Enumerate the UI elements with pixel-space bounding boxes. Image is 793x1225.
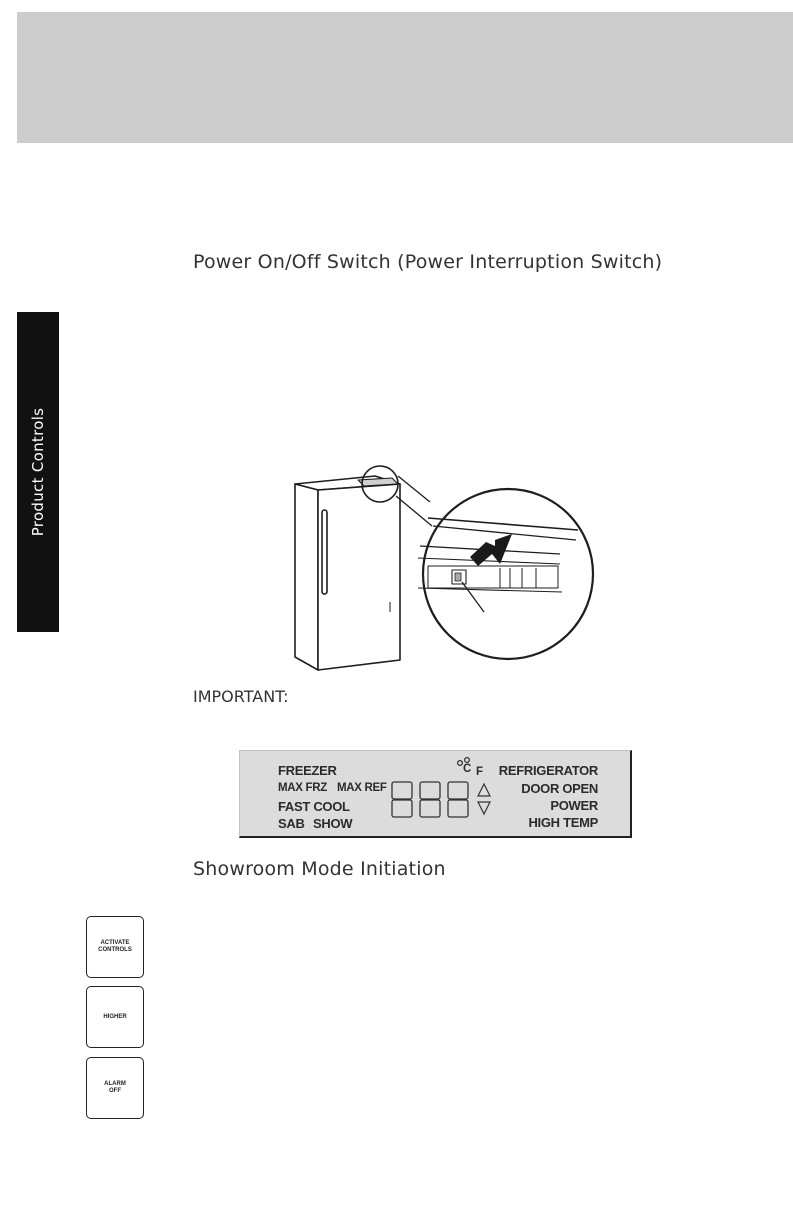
activate-label: ACTIVATE [100,940,130,946]
high-temp-label: HIGH TEMP [528,815,598,830]
freezer-label: FREEZER [278,763,337,778]
important-label: IMPORTANT: [193,687,289,706]
control-display-panel [239,750,632,838]
max-frz-label: MAX FRZ [278,782,328,794]
fahrenheit-label: F [476,766,483,778]
sab-label: SAB [278,816,305,831]
digit-3 [448,782,468,817]
activate-controls-button[interactable] [86,916,144,978]
seven-segment-digits [390,781,472,819]
down-arrow-icon [478,802,490,814]
higher-label: HIGHER [103,1013,127,1020]
alarm-label: ALARM [104,1081,126,1087]
side-tab [17,312,59,632]
digit-2 [420,782,440,817]
door-open-label: DOOR OPEN [521,781,598,796]
up-arrow-icon [478,784,490,796]
controls-label: CONTROLS [98,947,132,953]
alarm-off-button[interactable] [86,1057,144,1119]
temperature-unit [456,757,486,777]
fast-cool-label: FAST COOL [278,799,350,814]
show-label: SHOW [313,816,353,831]
off-label: OFF [108,1088,121,1094]
refrigerator-label: REFRIGERATOR [498,763,598,778]
power-switch-heading: Power On/Off Switch (Power Interruption Switch) [193,251,663,273]
celsius-label: C [463,763,472,775]
showroom-mode-heading: Showroom Mode Initiation [193,858,446,880]
side-tab-label: Product Controls [29,407,47,537]
power-label: POWER [550,798,598,813]
refrigerator-illustration [280,462,600,672]
digit-1 [392,782,412,817]
max-ref-label: MAX REF [337,782,387,794]
higher-button[interactable] [86,986,144,1048]
header-band [17,12,793,143]
up-down-arrows [476,782,492,818]
